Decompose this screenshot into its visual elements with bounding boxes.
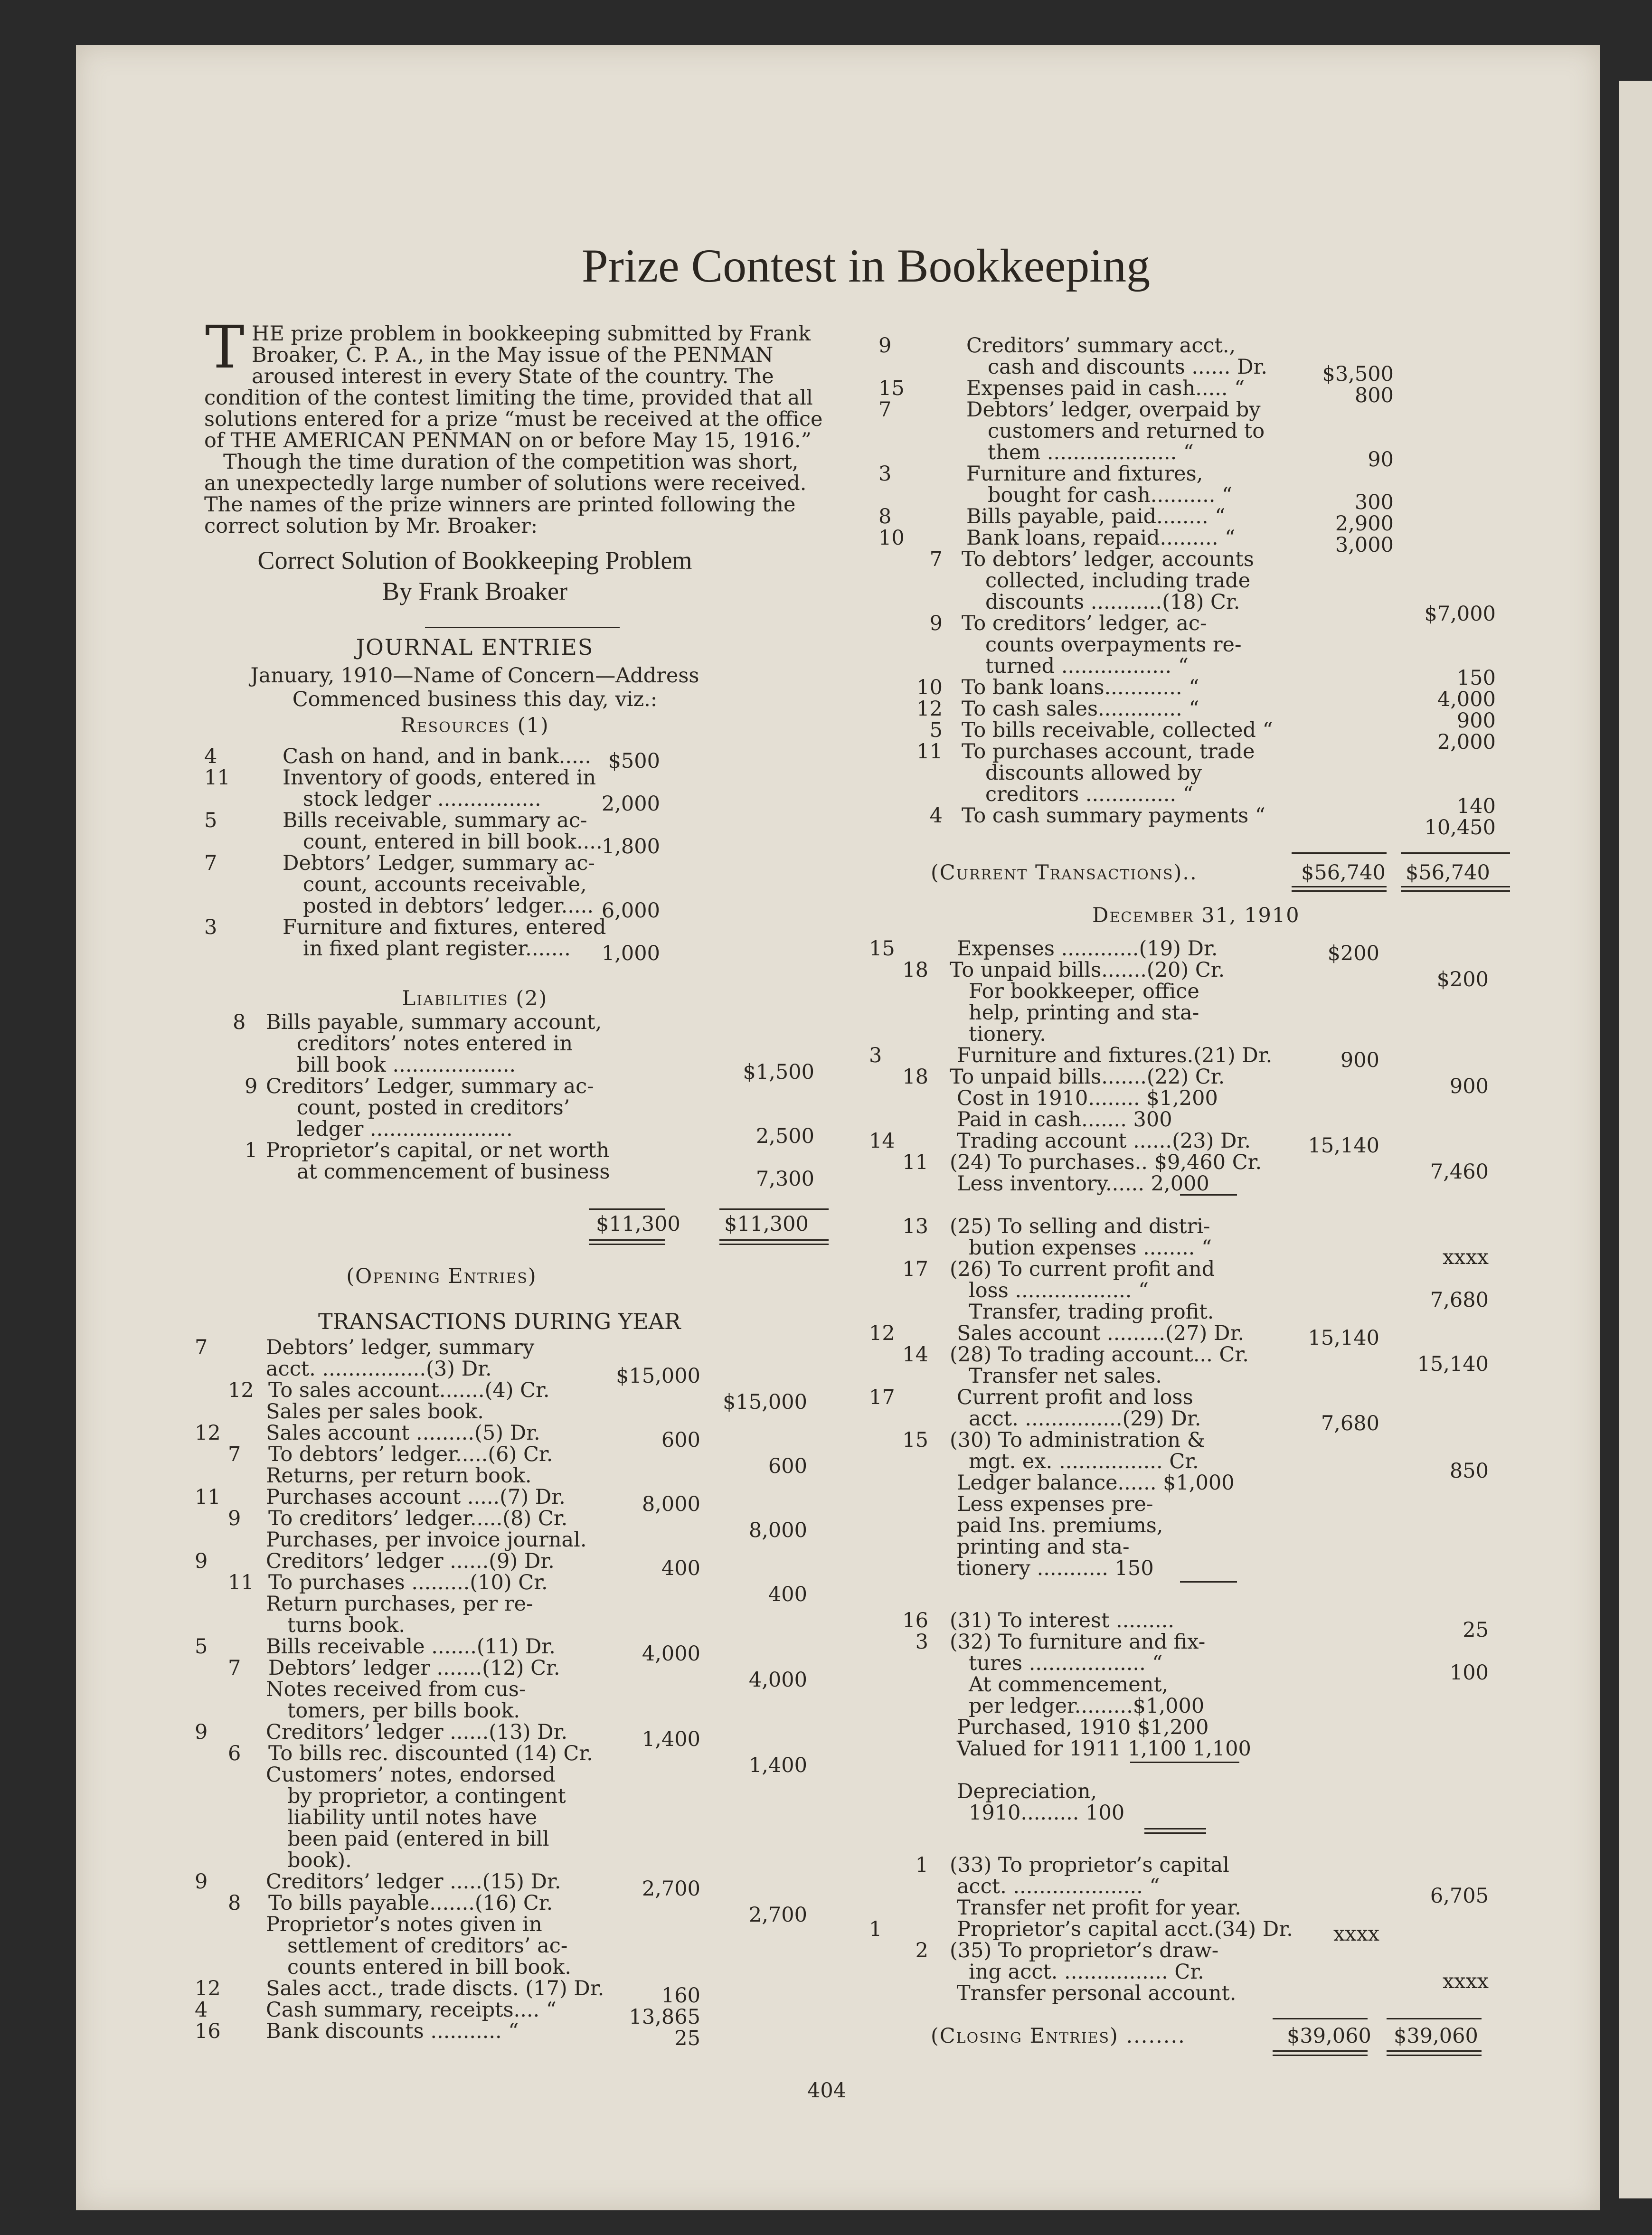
entry-text: To creditors’ ledger, ac-	[962, 612, 1207, 635]
entry-text: count, entered in bill book....	[303, 830, 603, 854]
rule	[1180, 1194, 1237, 1196]
entry-text: (26) To current profit and	[950, 1257, 1215, 1281]
entry-text: help, printing and sta-	[969, 1001, 1199, 1025]
entry-text: Return purchases, per re-	[266, 1592, 533, 1616]
entry-text: (33) To proprietor’s capital	[950, 1853, 1229, 1877]
entry-text: Expenses ............(19) Dr.	[957, 937, 1218, 961]
debit-amount: 6,000	[601, 899, 660, 923]
entry-text: ing acct. ................ Cr.	[969, 1960, 1204, 1984]
entry-ref: 5	[204, 809, 217, 832]
entry-text: Transfer net sales.	[969, 1364, 1162, 1388]
journal-heading: JOURNAL ENTRIES	[356, 634, 594, 660]
entry-ref: 11	[902, 1151, 928, 1174]
credit-amount: 8,000	[748, 1518, 807, 1542]
entry-text: them .................... “	[988, 441, 1194, 464]
entry-text: Creditors’ summary acct.,	[966, 334, 1236, 358]
article-title: Prize Contest in Bookkeeping	[582, 239, 1151, 292]
entry-text: Proprietor’s notes given in	[266, 1913, 542, 1936]
current-transactions-label: (Current Transactions)..	[931, 861, 1198, 885]
entry-text: creditors .............. “	[985, 783, 1193, 806]
intro-line: Though the time duration of the competition was short,	[223, 450, 799, 474]
entry-ref: 15	[878, 377, 905, 400]
credit-amount: 2,000	[1437, 730, 1496, 754]
entry-ref: 6	[228, 1742, 241, 1765]
credit-amount: $7,000	[1424, 602, 1496, 626]
debit-amount: 800	[1354, 384, 1394, 407]
solution-byline: By Frank Broaker	[382, 577, 567, 605]
entry-text: discounts allowed by	[985, 761, 1202, 785]
entry-text: acct. ...............(29) Dr.	[969, 1407, 1201, 1431]
entry-text: To bills receivable, collected “	[962, 718, 1273, 742]
entry-text: turns book.	[287, 1613, 405, 1637]
entry-text: To bills rec. discounted (14) Cr.	[268, 1742, 593, 1765]
entry-ref: 1	[245, 1139, 258, 1162]
entry-text: Furniture and fixtures.(21) Dr.	[957, 1044, 1273, 1067]
entry-text: To debtors’ ledger.....(6) Cr.	[268, 1443, 553, 1466]
entry-text: printing and sta-	[957, 1535, 1130, 1559]
entry-text: For bookkeeper, office	[969, 980, 1199, 1003]
entry-text: book).	[287, 1848, 352, 1872]
entry-text: To purchases .........(10) Cr.	[268, 1571, 548, 1594]
opening-total-dr: $11,300	[596, 1212, 680, 1236]
entry-text: At commencement,	[969, 1673, 1169, 1697]
credit-amount: xxxx	[1442, 1970, 1489, 1993]
rule	[1130, 1762, 1239, 1763]
credit-amount: 850	[1449, 1459, 1489, 1483]
entry-text: Sales account .........(5) Dr.	[266, 1421, 540, 1445]
entry-text: ledger ......................	[297, 1117, 513, 1141]
entry-ref: 7	[228, 1656, 241, 1680]
entry-ref: 17	[902, 1257, 928, 1281]
entry-ref: 4	[929, 804, 943, 828]
debit-amount: 600	[661, 1428, 700, 1452]
entry-text: Proprietor’s capital acct.(34) Dr.	[957, 1917, 1293, 1941]
credit-amount: $200	[1436, 968, 1489, 991]
entry-ref: 11	[195, 1485, 221, 1509]
entry-text: loss .................. “	[969, 1279, 1149, 1302]
entry-text: creditors’ notes entered in	[297, 1032, 573, 1056]
entry-text: Purchased, 1910 $1,200	[957, 1716, 1209, 1739]
entry-text: Inventory of goods, entered in	[283, 766, 596, 790]
debit-amount: 13,865	[629, 2005, 700, 2029]
debit-amount: 2,900	[1335, 512, 1394, 536]
entry-ref: 7	[204, 851, 217, 875]
entry-ref: 12	[195, 1977, 221, 2000]
opening-total-cr: $11,300	[724, 1212, 809, 1236]
entry-ref: 2	[915, 1939, 928, 1962]
entry-text: Less expenses pre-	[957, 1492, 1153, 1516]
entry-text: (35) To proprietor’s draw-	[950, 1939, 1219, 1962]
credit-amount: 15,140	[1417, 1352, 1489, 1376]
entry-text: (32) To furniture and fix-	[950, 1630, 1206, 1654]
intro-line: an unexpectedly large number of solutions were received.	[204, 472, 807, 495]
intro-line: condition of the contest limiting the time, provided that all	[204, 386, 813, 410]
debit-amount: 8,000	[642, 1492, 700, 1516]
entry-text: Current profit and loss	[957, 1386, 1193, 1409]
resources-heading: Resources (1)	[400, 714, 549, 737]
entry-text: Bills receivable, summary ac-	[283, 809, 587, 832]
entry-text: (28) To trading account... Cr.	[950, 1343, 1249, 1367]
entry-text: bill book ...................	[297, 1053, 516, 1077]
entry-text: collected, including trade	[985, 569, 1251, 593]
intro-line: aroused interest in every State of the country. The	[252, 365, 774, 388]
debit-amount: 15,140	[1308, 1134, 1379, 1158]
entry-ref: 4	[195, 1998, 208, 2022]
entry-text: Debtors’ Ledger, summary ac-	[283, 851, 595, 875]
credit-amount: 10,450	[1424, 816, 1496, 839]
entry-text: customers and returned to	[988, 419, 1265, 443]
credit-amount: 2,500	[755, 1124, 814, 1148]
credit-amount: xxxx	[1442, 1245, 1489, 1269]
entry-ref: 12	[916, 697, 943, 721]
entry-text: To bank loans............ “	[962, 676, 1199, 699]
credit-amount: 4,000	[748, 1668, 807, 1692]
entry-text: acct. .................... “	[957, 1875, 1160, 1898]
entry-text: Trading account ......(23) Dr.	[957, 1129, 1251, 1153]
credit-amount: 900	[1456, 709, 1496, 733]
entry-ref: 7	[195, 1336, 208, 1359]
debit-amount: 160	[661, 1984, 700, 2008]
entry-ref: 16	[195, 2019, 221, 2043]
entry-text: Notes received from cus-	[266, 1678, 526, 1701]
credit-amount: 900	[1449, 1075, 1489, 1098]
entry-text: (25) To selling and distri-	[950, 1215, 1210, 1238]
entry-ref: 12	[228, 1378, 254, 1402]
entry-text: Bills payable, paid........ “	[966, 505, 1226, 528]
entry-text: bution expenses ........ “	[969, 1236, 1212, 1260]
entry-text: Cost in 1910........ $1,200	[957, 1086, 1218, 1110]
entry-text: Depreciation,	[957, 1780, 1097, 1803]
entry-text: Customers’ notes, endorsed	[266, 1763, 556, 1787]
credit-amount: 2,700	[748, 1903, 807, 1927]
entry-ref: 3	[878, 462, 892, 486]
entry-ref: 7	[929, 547, 943, 571]
entry-ref: 12	[869, 1321, 895, 1345]
credit-amount: 100	[1449, 1661, 1489, 1685]
adjacent-page-edge	[1619, 81, 1652, 2198]
entry-text: Creditors’ ledger ......(9) Dr.	[266, 1549, 555, 1573]
entry-text: count, posted in creditors’	[297, 1096, 570, 1120]
entry-text: To cash summary payments “	[962, 804, 1265, 828]
entry-ref: 8	[878, 505, 892, 528]
entry-ref: 15	[902, 1428, 928, 1452]
credit-amount: 7,460	[1430, 1160, 1489, 1184]
credit-amount: 7,680	[1430, 1288, 1489, 1312]
debit-amount: 1,400	[642, 1727, 700, 1751]
entry-text: counts entered in bill book.	[287, 1955, 572, 1979]
debit-amount: 3,000	[1335, 533, 1394, 557]
page-number: 404	[807, 2079, 847, 2103]
entry-text: To debtors’ ledger, accounts	[962, 547, 1254, 571]
entry-text: Cash on hand, and in bank.....	[283, 745, 591, 768]
entry-ref: 11	[204, 766, 230, 790]
entry-text: by proprietor, a contingent	[287, 1784, 566, 1808]
entry-text: To unpaid bills.......(22) Cr.	[950, 1065, 1225, 1089]
closing-total-cr: $39,060	[1394, 2024, 1478, 2048]
entry-text: Cash summary, receipts.... “	[266, 1998, 557, 2022]
entry-text: tomers, per bills book.	[287, 1699, 520, 1723]
debit-amount: 25	[674, 2027, 700, 2050]
entry-text: To unpaid bills.......(20) Cr.	[950, 958, 1225, 982]
entry-text: Transfer personal account.	[957, 1981, 1237, 2005]
entry-ref: 5	[929, 718, 943, 742]
debit-amount: $3,500	[1322, 362, 1394, 386]
debit-amount: xxxx	[1333, 1922, 1379, 1946]
transactions-heading: TRANSACTIONS DURING YEAR	[318, 1309, 681, 1334]
entry-text: Expenses paid in cash..... “	[966, 377, 1245, 400]
entry-text: (31) To interest .........	[950, 1609, 1175, 1632]
entry-ref: 14	[869, 1129, 895, 1153]
entry-text: To bills payable.......(16) Cr.	[268, 1891, 553, 1915]
entry-ref: 18	[902, 958, 928, 982]
entry-text: To purchases account, trade	[962, 740, 1255, 764]
credit-amount: 1,400	[748, 1754, 807, 1777]
intro-line: solutions entered for a prize “must be received at the office	[204, 407, 823, 431]
entry-ref: 9	[195, 1870, 208, 1894]
intro-line: of THE AMERICAN PENMAN on or before May 15, 1916.”	[204, 429, 812, 453]
entry-ref: 11	[228, 1571, 254, 1594]
debit-amount: 900	[1340, 1048, 1379, 1072]
entry-text: Purchases, per invoice journal.	[266, 1528, 587, 1552]
entry-text: count, accounts receivable,	[303, 873, 587, 896]
entry-text: cash and discounts ...... Dr.	[988, 355, 1268, 379]
entry-ref: 4	[204, 745, 217, 768]
entry-text: liability until notes have	[287, 1806, 538, 1829]
entry-text: Debtors’ ledger, overpaid by	[966, 398, 1261, 422]
entry-text: Debtors’ ledger, summary	[266, 1336, 535, 1359]
entry-text: stock ledger ................	[303, 787, 541, 811]
intro-line: Broaker, C. P. A., in the May issue of the PENMAN	[252, 343, 774, 367]
credit-amount: 400	[768, 1583, 807, 1606]
debit-amount: 1,800	[601, 835, 660, 858]
entry-text: (30) To administration &	[950, 1428, 1206, 1452]
intro-line: The names of the prize winners are printed following the	[204, 493, 796, 517]
rule	[719, 1208, 829, 1210]
double-rule	[1387, 2050, 1482, 2056]
double-rule	[1401, 886, 1510, 892]
liabilities-heading: Liabilities (2)	[402, 987, 548, 1010]
debit-amount: 300	[1354, 490, 1394, 514]
entry-text: acct. ................(3) Dr.	[266, 1357, 492, 1381]
entry-ref: 1	[869, 1917, 882, 1941]
entry-ref: 1	[915, 1853, 928, 1877]
current-total-dr: $56,740	[1301, 861, 1386, 885]
entry-ref: 7	[878, 398, 892, 422]
double-rule	[1273, 2050, 1368, 2056]
divider	[425, 627, 620, 628]
double-rule	[1144, 1828, 1206, 1834]
entry-text: Creditors’ Ledger, summary ac-	[266, 1075, 594, 1098]
double-rule	[719, 1239, 829, 1245]
opening-entries-label: (Opening Entries)	[346, 1264, 537, 1288]
entry-ref: 9	[929, 612, 943, 635]
credit-amount: $1,500	[743, 1060, 814, 1084]
credit-amount: 4,000	[1437, 688, 1496, 711]
entry-ref: 9	[878, 334, 892, 358]
credit-amount: 140	[1456, 794, 1496, 818]
intro-line: HE prize problem in bookkeeping submitted by Frank	[252, 322, 811, 346]
debit-amount: 7,680	[1321, 1412, 1379, 1435]
entry-ref: 10	[916, 676, 943, 699]
credit-amount: 600	[768, 1454, 807, 1478]
credit-amount: 6,705	[1430, 1884, 1489, 1908]
entry-ref: 11	[916, 740, 943, 764]
debit-amount: 4,000	[642, 1642, 700, 1666]
entry-ref: 16	[902, 1609, 928, 1632]
debit-amount: 15,140	[1308, 1326, 1379, 1350]
entry-text: tionery.	[969, 1022, 1046, 1046]
entry-text: Paid in cash....... 300	[957, 1108, 1172, 1132]
credit-amount: 7,300	[755, 1167, 814, 1191]
entry-text: per ledger.........$1,000	[969, 1694, 1205, 1718]
entry-ref: 17	[869, 1386, 895, 1409]
entry-text: Bills receivable .......(11) Dr.	[266, 1635, 556, 1659]
entry-text: settlement of creditors’ ac-	[287, 1934, 568, 1958]
december-heading: December 31, 1910	[1092, 904, 1300, 927]
entry-text: mgt. ex. ................ Cr.	[969, 1450, 1199, 1473]
entry-text: Proprietor’s capital, or net worth	[266, 1139, 610, 1162]
entry-text: To cash sales............. “	[962, 697, 1199, 721]
entry-ref: 8	[233, 1010, 246, 1034]
entry-ref: 13	[902, 1215, 928, 1238]
entry-text: Debtors’ ledger .......(12) Cr.	[268, 1656, 560, 1680]
entry-text: paid Ins. premiums,	[957, 1514, 1163, 1537]
journal-subheading-1: January, 1910—Name of Concern—Address	[250, 664, 699, 688]
entry-text: Bank loans, repaid......... “	[966, 526, 1236, 550]
entry-ref: 8	[228, 1891, 241, 1915]
rule	[1180, 1581, 1237, 1583]
entry-ref: 14	[902, 1343, 928, 1367]
entry-text: Creditors’ ledger .....(15) Dr.	[266, 1870, 561, 1894]
entry-text: Sales account .........(27) Dr.	[957, 1321, 1244, 1345]
debit-amount: $500	[608, 749, 660, 773]
entry-text: Returns, per return book.	[266, 1464, 532, 1488]
rule	[589, 1208, 665, 1210]
entry-text: bought for cash.......... “	[988, 483, 1233, 507]
entry-ref: 3	[915, 1630, 928, 1654]
entry-text: Sales acct., trade discts. (17) Dr.	[266, 1977, 604, 2000]
entry-text: 1910......... 100	[969, 1801, 1125, 1825]
debit-amount: $200	[1327, 942, 1379, 965]
credit-amount: $15,000	[723, 1390, 807, 1414]
entry-text: Furniture and fixtures, entered	[283, 915, 606, 939]
entry-text: Ledger balance...... $1,000	[957, 1471, 1235, 1495]
solution-title: Correct Solution of Bookkeeping Problem	[257, 546, 692, 575]
debit-amount: 1,000	[601, 942, 660, 965]
debit-amount: 90	[1368, 448, 1394, 472]
entry-text: posted in debtors’ ledger.....	[303, 894, 594, 918]
entry-ref: 9	[195, 1720, 208, 1744]
journal-subheading-2: Commenced business this day, viz.:	[292, 688, 658, 711]
entry-text: Bank discounts ........... “	[266, 2019, 519, 2043]
entry-text: Purchases account .....(7) Dr.	[266, 1485, 566, 1509]
entry-ref: 12	[195, 1421, 221, 1445]
debit-amount: 2,700	[642, 1877, 700, 1901]
entry-text: been paid (entered in bill	[287, 1827, 549, 1851]
entry-text: in fixed plant register.......	[303, 937, 571, 961]
intro-line: correct solution by Mr. Broaker:	[204, 514, 538, 538]
entry-text: tionery ........... 150	[957, 1556, 1154, 1580]
entry-text: Bills payable, summary account,	[266, 1010, 602, 1034]
entry-text: To creditors’ ledger.....(8) Cr.	[268, 1507, 568, 1530]
entry-ref: 3	[869, 1044, 882, 1067]
entry-text: Transfer, trading profit.	[969, 1300, 1214, 1324]
entry-ref: 9	[228, 1507, 241, 1530]
entry-text: Furniture and fixtures,	[966, 462, 1203, 486]
double-rule	[589, 1239, 665, 1245]
entry-text: Less inventory...... 2,000	[957, 1172, 1209, 1196]
entry-text: Transfer net profit for year.	[957, 1896, 1241, 1920]
credit-amount: 150	[1456, 666, 1496, 690]
rule	[1387, 2018, 1482, 2019]
rule	[1273, 2018, 1368, 2019]
entry-text: Sales per sales book.	[266, 1400, 484, 1424]
rule	[1401, 852, 1510, 854]
debit-amount: 2,000	[601, 792, 660, 816]
closing-total-dr: $39,060	[1287, 2024, 1371, 2048]
entry-ref: 9	[195, 1549, 208, 1573]
entry-ref: 9	[245, 1075, 258, 1098]
entry-text: counts overpayments re-	[985, 633, 1242, 657]
entry-text: at commencement of business	[297, 1160, 610, 1184]
rule	[1292, 852, 1387, 854]
entry-text: turned ................. “	[985, 654, 1189, 678]
entry-ref: 5	[195, 1635, 208, 1659]
current-total-cr: $56,740	[1406, 861, 1490, 885]
drop-cap: T	[205, 313, 245, 382]
credit-amount: 25	[1463, 1618, 1489, 1642]
entry-ref: 15	[869, 937, 895, 961]
closing-entries-label: (Closing Entries) ........	[931, 2024, 1186, 2048]
entry-text: Creditors’ ledger ......(13) Dr.	[266, 1720, 568, 1744]
entry-text: To sales account.......(4) Cr.	[268, 1378, 550, 1402]
entry-ref: 10	[878, 526, 905, 550]
entry-text: (24) To purchases.. $9,460 Cr.	[950, 1151, 1262, 1174]
entry-text: discounts ...........(18) Cr.	[985, 590, 1240, 614]
entry-ref: 7	[228, 1443, 241, 1466]
debit-amount: 400	[661, 1556, 700, 1580]
debit-amount: $15,000	[616, 1364, 700, 1388]
entry-ref: 18	[902, 1065, 928, 1089]
entry-ref: 3	[204, 915, 217, 939]
entry-text: tures .................. “	[969, 1651, 1163, 1675]
entry-text: Valued for 1911 1,100 1,100	[957, 1737, 1251, 1761]
double-rule	[1292, 886, 1387, 892]
